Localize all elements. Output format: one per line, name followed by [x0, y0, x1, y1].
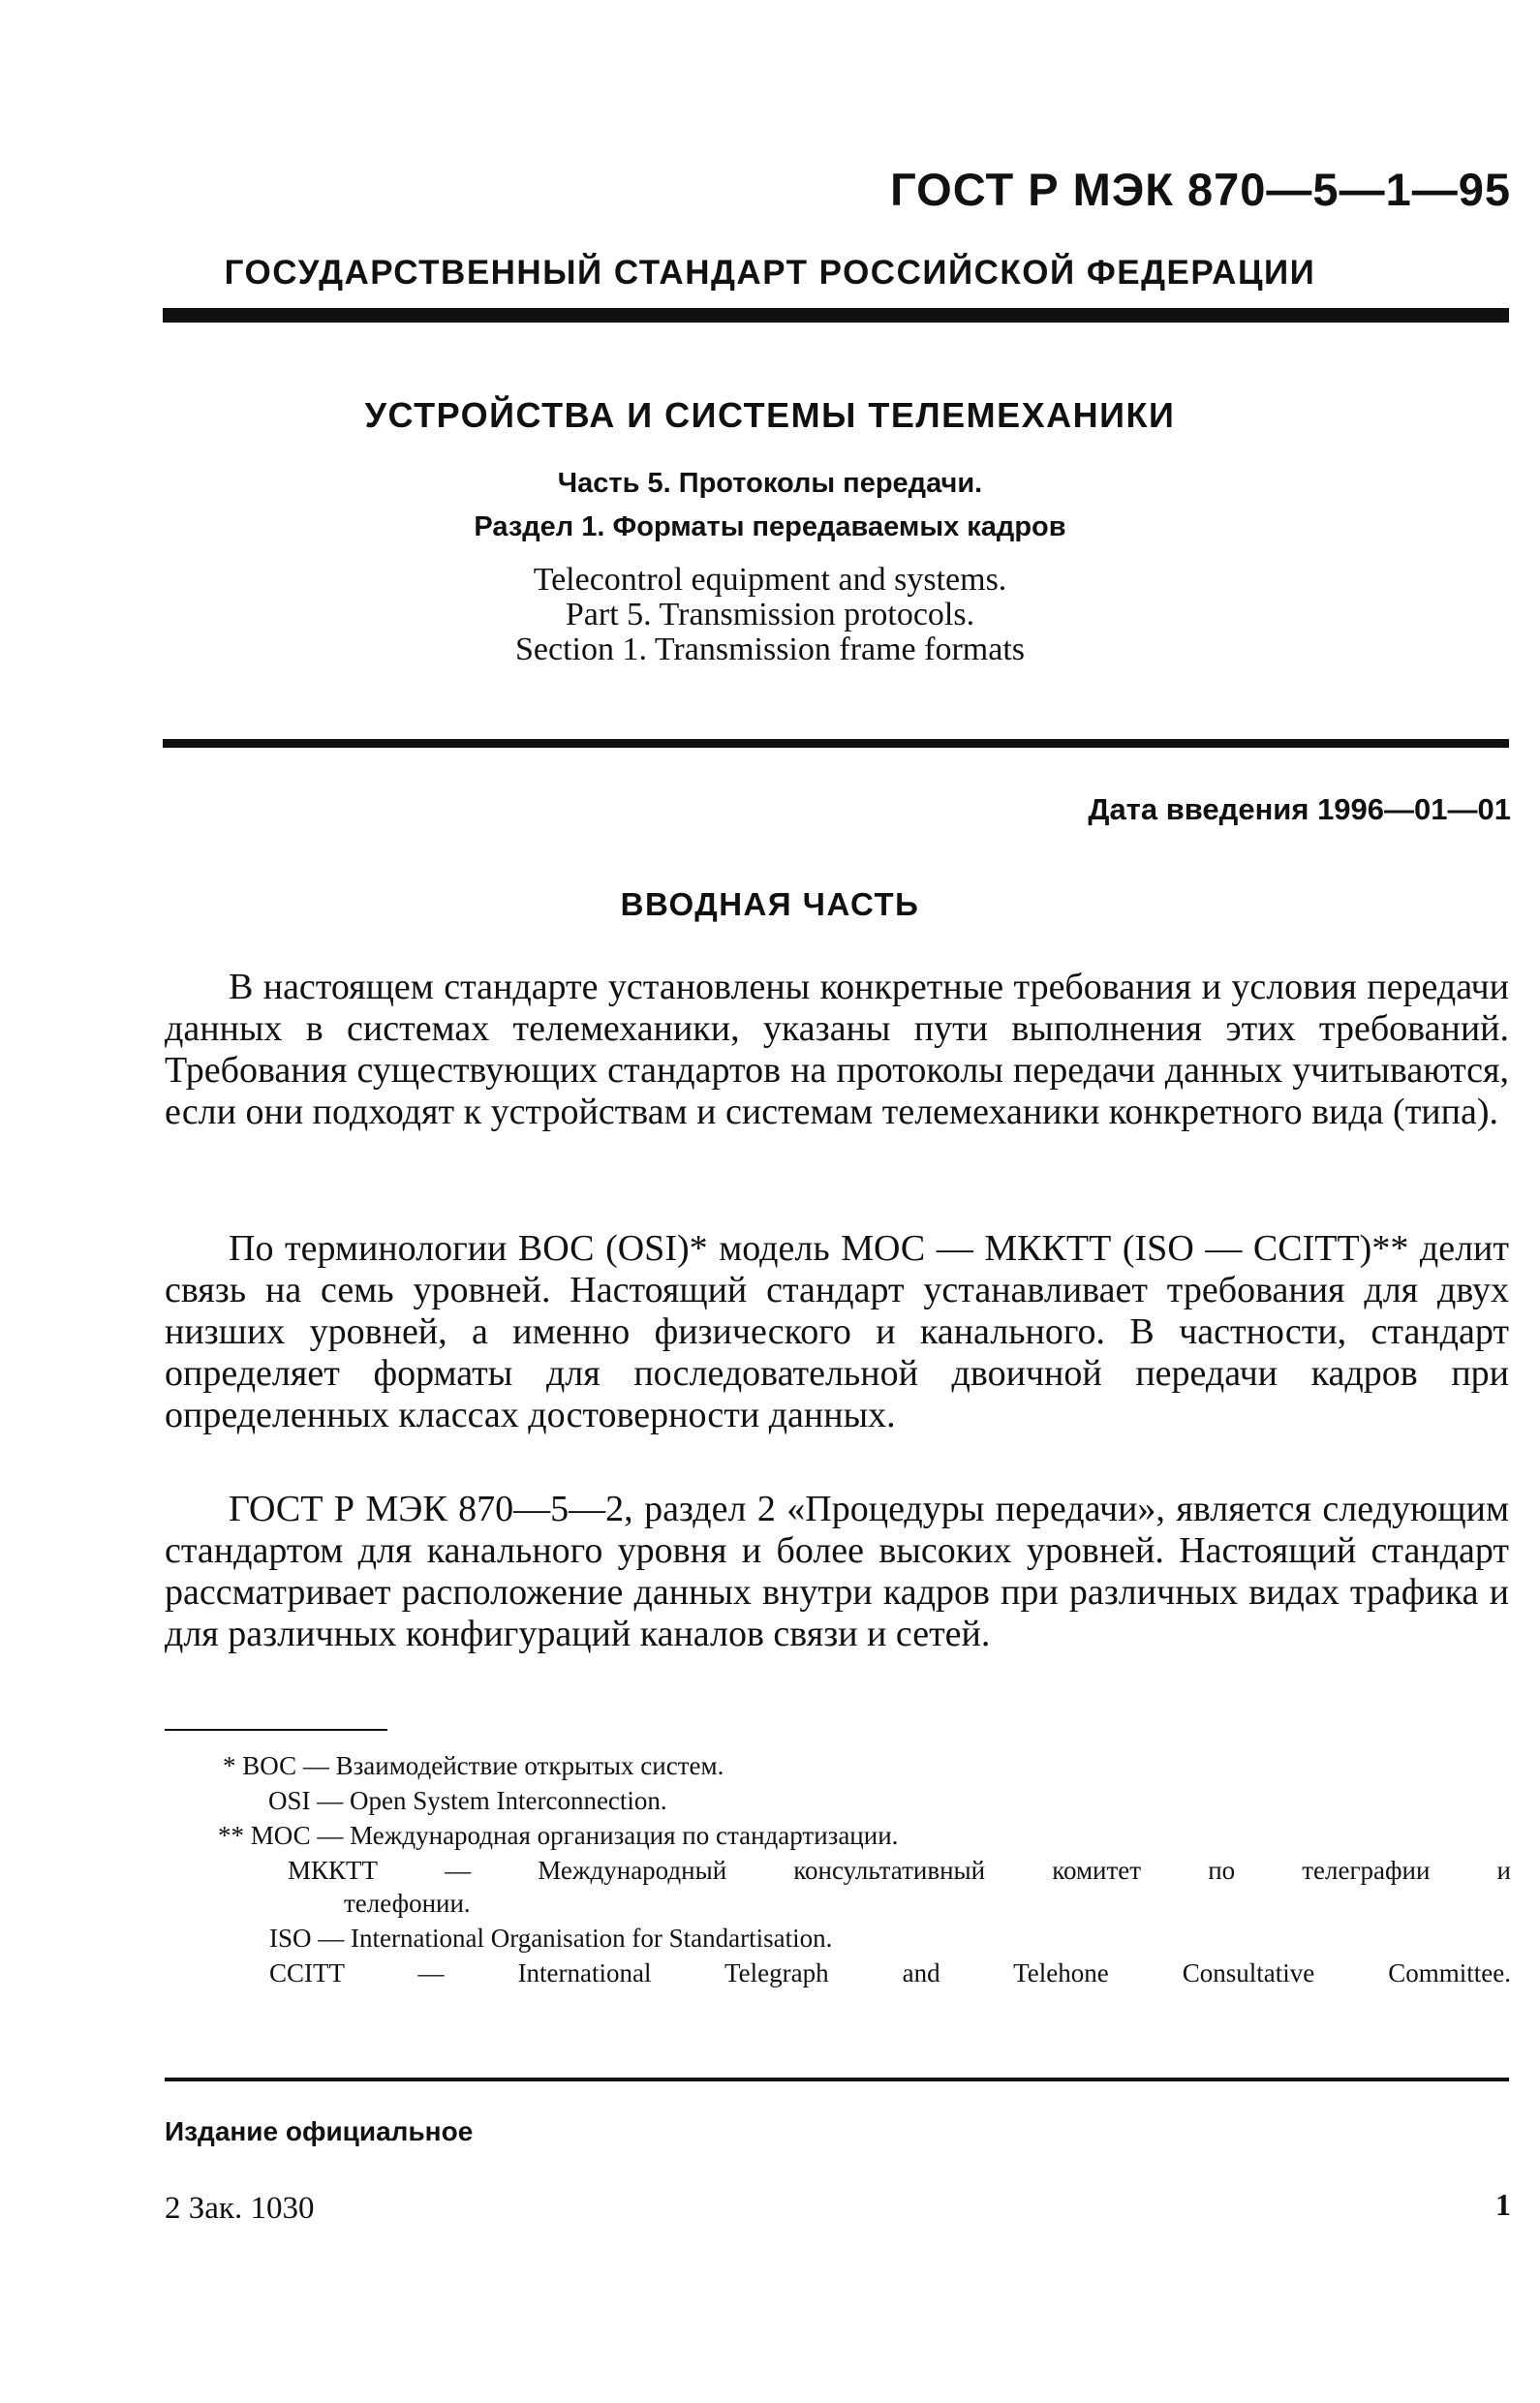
document-section: Раздел 1. Форматы передаваемых кадров	[474, 511, 1066, 542]
introduction-date: Дата введения 1996—01—01	[1088, 792, 1511, 826]
title-rule	[163, 739, 1509, 748]
body-paragraph: В настоящем стандарте установлены конкретные требования и условия передачи данных в системах телемеханики, указаны пути выполнения этих требований. Требования существующих стандартов на протоколы передачи данных учитываются, если они подходят к устройствам и системам телемеханики конкретного вида (типа).	[165, 967, 1509, 1132]
footnote-mkktt-continued: телефонии.	[344, 1889, 471, 1918]
english-title-line: Section 1. Transmission frame formats	[514, 632, 1026, 667]
footer-rule	[165, 2078, 1509, 2081]
order-number: 2 Зак. 1030	[165, 2191, 315, 2226]
footnote-boc: * ВОС — Взаимодействие открытых систем.	[223, 1751, 724, 1780]
english-title-line: Telecontrol equipment and systems.	[533, 562, 1007, 598]
footnote-ccitt: CCITT — International Telegraph and Telehone Consultative Committee.	[269, 1958, 1511, 1987]
footnote-separator	[165, 1729, 387, 1731]
footnotes	[218, 1751, 1511, 2022]
edition-label: Издание официальное	[165, 2116, 474, 2146]
footnote-moc: ** МОС — Международная организация по стандартизации.	[218, 1821, 899, 1850]
body-paragraph: По терминологии ВОС (OSI)* модель МОС — МККТТ (ISO — CCITT)** делит связь на семь уровней. Настоящий стандарт устанавливает требования для двух низших уровней, а именно физического и канального. В частности, стандарт определяет форматы для последовательной двоичной передачи кадров при определенных классах достоверности данных.	[165, 1228, 1509, 1435]
footnote-mkktt: МККТТ — Международный консультативный комитет по телеграфии и	[288, 1856, 1511, 1885]
page-number: 1	[1495, 2187, 1511, 2222]
header-rule	[163, 308, 1509, 323]
document-part: Часть 5. Протоколы передачи.	[557, 468, 983, 499]
body-paragraph: ГОСТ Р МЭК 870—5—2, раздел 2 «Процедуры передачи», является следующим стандартом для канального уровня и более высоких уровней. Настоящий стандарт рассматривает расположение данных внутри кадров при различных видах трафика и для различных конфигураций каналов связи и сетей.	[165, 1489, 1509, 1654]
document-title: УСТРОЙСТВА И СИСТЕМЫ ТЕЛЕМЕХАНИКИ	[364, 395, 1176, 435]
footnote-iso: ISO — International Organisation for Standartisation.	[269, 1924, 833, 1953]
standard-number: ГОСТ Р МЭК 870—5—1—95	[890, 164, 1511, 215]
english-title-line: Part 5. Transmission protocols.	[565, 597, 975, 632]
section-heading: ВВОДНАЯ ЧАСТЬ	[620, 886, 920, 922]
footnote-osi: OSI — Open System Interconnection.	[268, 1786, 667, 1815]
standard-type-heading: ГОСУДАРСТВЕННЫЙ СТАНДАРТ РОССИЙСКОЙ ФЕДЕРАЦИИ	[224, 254, 1316, 292]
